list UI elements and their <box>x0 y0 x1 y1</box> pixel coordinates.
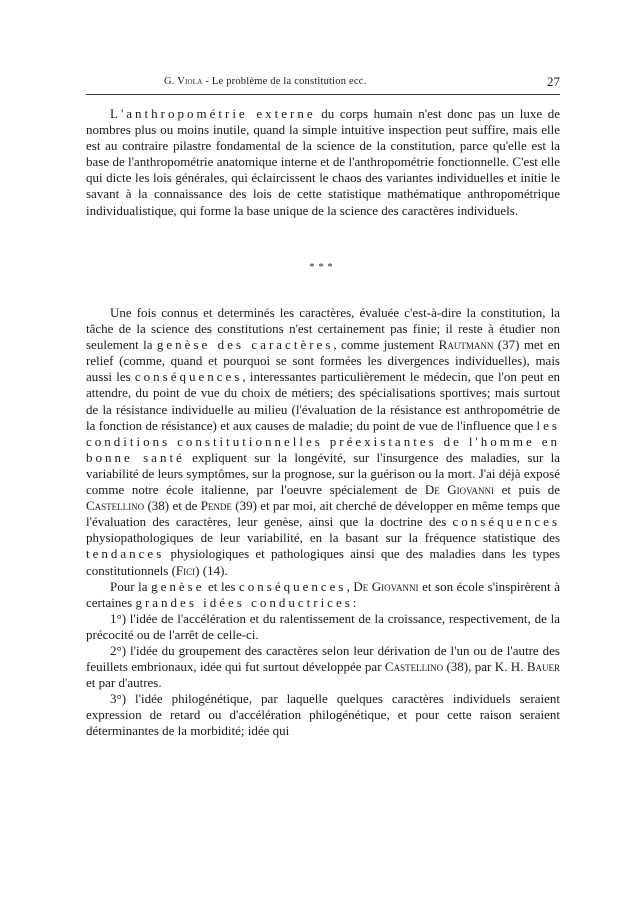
running-title <box>164 76 366 87</box>
spaced-term: les conditions constitutionnelles préexistantes de l'homme en bonne santé <box>86 417 560 465</box>
article-title: - Le problème de la constitution ecc. <box>202 76 367 87</box>
spaced-term: conséquences <box>239 578 347 594</box>
list-item-3: 3°) l'idée philogénétique, par laquelle quelques caractères individuels seraient expression de retard ou d'accélération philogénétique, et pour cette raison seraient déterminantes de la morbidité; idée qui <box>86 691 560 739</box>
spaced-term: conséquences <box>134 369 243 385</box>
text-block-1 <box>86 106 560 219</box>
text-block-2 <box>86 305 560 740</box>
cited-author: Bauer <box>526 659 560 675</box>
author-name: G. Viola <box>164 76 203 87</box>
paragraph-caracteres: Une fois connus et determinés les caractères, évaluée c'est-à-dire la constitution, la tâche de la science des constitutions n'est certainement pas finie; il reste à étudier non seulement la genèse des caractères, comme justement Rautmann (37) met en relief (comme, quand et pourquoi se sont formées les divergences individuelles), mais aussi les conséquences, interessantes particulièrement le médecin, que l'on peut en attendre, du point de vue du choix de métiers; des spécialisations sportives; mais surtout de la résistance individuelle au milieu (l'évaluation de la résistance est anthropométrie de la fonction de résistance) et aux causes de maladie; du point de vue de l'influence que les conditions constitutionnelles préexistantes de l'homme en bonne santé expliquent sur la longévité, sur l'insurgence des maladies, sur la variabilité de leurs symptômes, sur la prognose, sur la guérison ou la mort. J'ai déjà exposé comme notre école italienne, par l'oeuvre spécialement de De Giovanni et puis de Castellino (38) et de Pende (39) et par moi, ait cherché de développer en même temps que l'évaluation des caractères, leur genèse, ainsi que la doctrine des conséquences physiopathologiques de leur variabilité, en la basant sur la fréquence statistique des tendances physiologiques et pathologiques ainsi que des maladies dans les types constitutionnels (Fici) (14). <box>86 305 560 578</box>
cited-author: Rautmann <box>438 337 494 353</box>
page-number: 27 <box>547 74 560 89</box>
cited-author: De Giovanni <box>353 578 419 594</box>
spaced-term: L'anthropométrie externe <box>110 106 316 121</box>
cited-author: Castellino <box>384 659 444 675</box>
cited-author: Castellino <box>86 498 145 514</box>
paragraph-anthropometrie: L'anthropométrie externe du corps humain n'est donc pas un luxe de nombres plus ou moins inutile, quand la simple intuitive inspection peut suffire, mais elle est au contraire pilastre fondamental de la science de la constitution, parce qu'elle est la base de l'anthropométrie anatomique interne et de l'anthropométrie fonctionnelle. C'est elle qui dicte les lois générales, qui éclaircissent le chaos des variantes individuelles et initie le savant à la connaissance des lois de cette statistique mathématique anthropométrique individualistique, qui forme la base unique de la science des caractères individuels. <box>86 106 561 218</box>
list-item-2: 2°) l'idée du groupement des caractères selon leur dérivation de l'un ou de l'autre des feuillets embrionaux, idée qui fut surtout développée par Castellino (38), par K. H. Bauer et par d'autres. <box>86 642 560 691</box>
spaced-term: conséquences <box>452 514 560 530</box>
paragraph-genese: Pour la genèse et les conséquences, De Giovanni et son école s'inspirèrent à certaines grandes idées conductrices: <box>86 578 560 610</box>
cited-author: Pende <box>200 498 232 514</box>
section-separator: *** <box>309 262 337 273</box>
spaced-term: genèse <box>151 578 205 594</box>
cited-author: De Giovanni <box>424 482 495 498</box>
cited-author: Fici <box>175 562 196 578</box>
running-head <box>86 72 560 92</box>
spaced-term: tendances <box>86 546 165 562</box>
spaced-term: grandes idées conductrices <box>135 594 353 610</box>
spaced-term: genèse des caractères <box>156 337 334 353</box>
list-item-1: 1°) l'idée de l'accélération et du ralentissement de la croissance, respectivement, de la précocité ou de l'arrêt de celle-ci. <box>86 610 560 642</box>
header-rule <box>86 94 560 95</box>
